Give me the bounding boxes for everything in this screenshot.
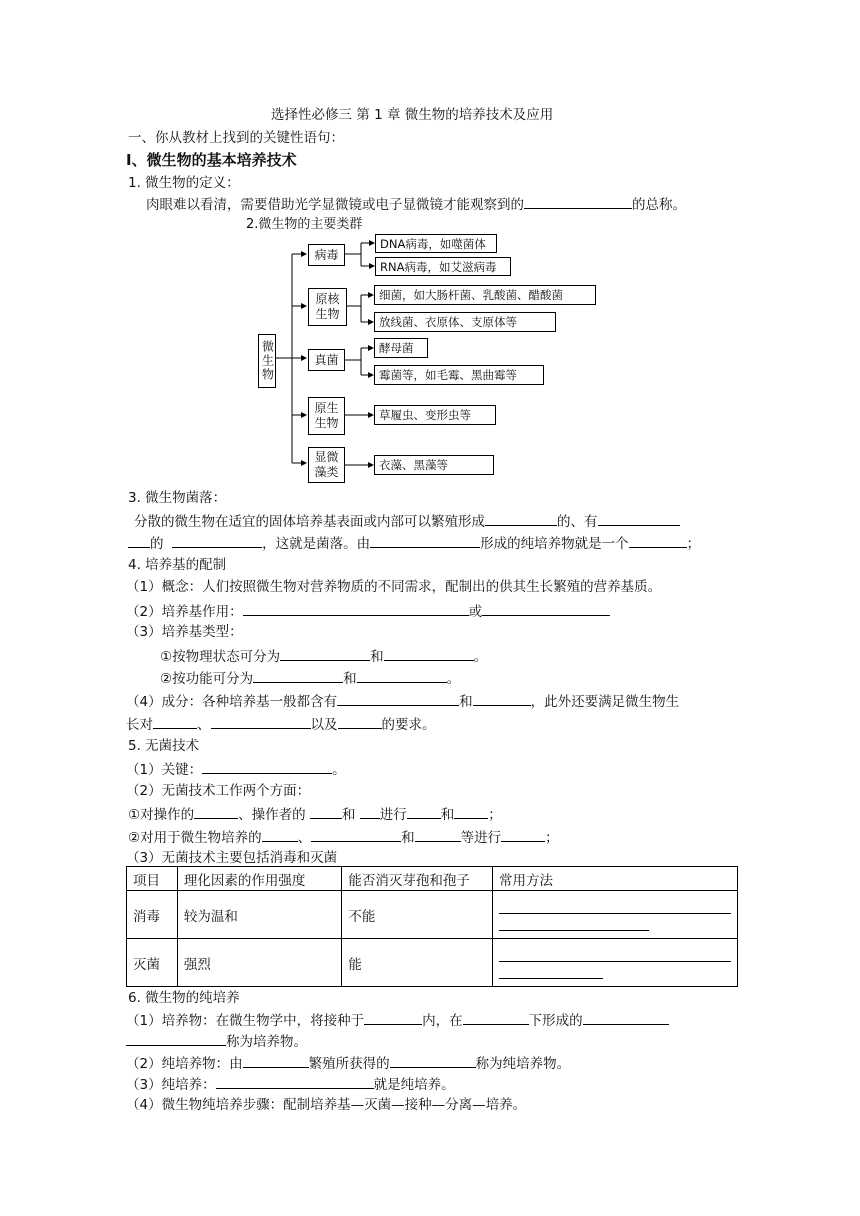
s4-comp-line2 bbox=[126, 714, 436, 734]
s6-culture-line2 bbox=[126, 1031, 307, 1051]
s6-c1-blank-4[interactable] bbox=[126, 1031, 226, 1046]
leaf-protozoa: 草履虫、变形虫等 bbox=[374, 405, 496, 425]
s3-text-c: 的 bbox=[150, 536, 164, 552]
s4-func bbox=[160, 668, 460, 688]
s1-heading: 1. 微生物的定义： bbox=[128, 175, 240, 191]
s5-heading: 5. 无菌技术 bbox=[128, 738, 200, 754]
s4-comp-blank-5[interactable] bbox=[338, 714, 382, 729]
table-cell: 不能 bbox=[342, 891, 493, 939]
s4-role-blank-2[interactable] bbox=[482, 601, 610, 616]
answer-line[interactable] bbox=[499, 947, 731, 962]
table-row bbox=[127, 939, 738, 987]
s5-key-a: （1）关键： bbox=[126, 762, 203, 778]
s5-key bbox=[126, 759, 346, 779]
s3-blank-1[interactable] bbox=[485, 511, 557, 526]
s6-heading: 6. 微生物的纯培养 bbox=[128, 990, 240, 1006]
s4-comp-d: 长对 bbox=[126, 717, 153, 733]
s5-two-aspects: （2）无菌技术工作两个方面： bbox=[126, 783, 311, 799]
s4-func-a: ②按功能可分为 bbox=[160, 671, 254, 687]
s6-pure-culture bbox=[126, 1053, 570, 1073]
group-fungi-box bbox=[308, 349, 345, 371]
table-cell: 能 bbox=[342, 939, 493, 987]
s6-steps: （4）微生物纯培养步骤：配制培养基—灭菌—接种—分离—培养。 bbox=[126, 1097, 527, 1113]
s4-comp-c: ，此外还要满足微生物生 bbox=[530, 694, 680, 710]
s5-includes: （3）无菌技术主要包括消毒和灭菌 bbox=[126, 850, 338, 866]
group-fungi-label: 真菌 bbox=[314, 352, 339, 367]
s6-c1b: 内，在 bbox=[422, 1013, 463, 1029]
table-cell-answer[interactable] bbox=[493, 939, 738, 987]
group-prokaryote-box bbox=[308, 288, 347, 326]
diagram-title: 2.微生物的主要类群 bbox=[246, 217, 363, 232]
s4-phys-a: ①按物理状态可分为 bbox=[160, 649, 281, 665]
s5-a2: 、操作者的 bbox=[238, 807, 306, 823]
answer-line[interactable] bbox=[499, 899, 731, 914]
s6-c1-blank-3[interactable] bbox=[583, 1010, 669, 1025]
s4-concept: （1）概念：人们按照微生物对营养物质的不同需求，配制出的供其生长繁殖的营养基质。 bbox=[126, 579, 662, 595]
s3-blank-2[interactable] bbox=[598, 511, 680, 526]
leaf-bacteria: 细菌，如大肠杆菌、乳酸菌、醋酸菌 bbox=[374, 285, 596, 305]
s4-comp-f: 以及 bbox=[310, 717, 338, 733]
s4-comp-a: （4）成分：各种培养基一般都含有 bbox=[126, 694, 338, 710]
group-protist-label: 原生生物 bbox=[314, 401, 339, 430]
s1-text-b: 的总称。 bbox=[632, 197, 686, 213]
section-one-heading: 一、你从教材上找到的关键性语句： bbox=[128, 130, 344, 146]
table-row bbox=[127, 891, 738, 939]
s5-a1: ①对操作的 bbox=[128, 807, 195, 823]
s5-b1: ②对用于微生物培养的 bbox=[128, 830, 262, 846]
s5-a-blank-4[interactable] bbox=[407, 804, 441, 819]
group-virus-label: 病毒 bbox=[314, 247, 339, 262]
s4-phys-c: 。 bbox=[473, 649, 488, 665]
s3-line2 bbox=[128, 533, 700, 553]
answer-line[interactable] bbox=[499, 964, 603, 979]
s5-b2: 、 bbox=[297, 830, 312, 846]
leaf-yeast: 酵母菌 bbox=[374, 338, 428, 358]
diagram-root-label: 微生物 bbox=[260, 340, 275, 382]
group-protist-box bbox=[308, 397, 345, 435]
s5-b5: ； bbox=[545, 830, 559, 846]
s6-c1-blank-1[interactable] bbox=[364, 1010, 422, 1025]
diagram-root-box bbox=[258, 334, 276, 388]
s4-func-b: 和 bbox=[343, 671, 357, 687]
s5-aspect-b bbox=[128, 827, 559, 847]
part-one-heading: Ⅰ、微生物的基本培养技术 bbox=[126, 151, 297, 169]
s6-c1c: 下形成的 bbox=[528, 1013, 583, 1029]
leaf-algae: 衣藻、黑藻等 bbox=[374, 455, 494, 475]
sterilization-table bbox=[126, 866, 738, 987]
s3-blank-2b[interactable] bbox=[128, 533, 150, 548]
s4-role-a: （2）培养基作用： bbox=[126, 604, 243, 620]
s3-text-a: 分散的微生物在适宜的固体培养基表面或内部可以繁殖形成 bbox=[134, 514, 485, 530]
s4-func-blank-2[interactable] bbox=[357, 668, 447, 683]
s3-blank-3[interactable] bbox=[172, 533, 262, 548]
s6-c2-blank-2[interactable] bbox=[390, 1053, 476, 1068]
table-header: 项目 bbox=[127, 867, 178, 891]
table-header: 常用方法 bbox=[493, 867, 738, 891]
s6-culture-line1 bbox=[126, 1010, 669, 1030]
s6-c3-blank[interactable] bbox=[216, 1074, 374, 1089]
s5-b-blank-2[interactable] bbox=[311, 827, 401, 842]
s3-blank-4[interactable] bbox=[370, 533, 480, 548]
table-cell: 强烈 bbox=[177, 939, 342, 987]
s6-c2c: 称为纯培养物。 bbox=[475, 1056, 571, 1072]
document-title: 选择性必修三 第 1 章 微生物的培养技术及应用 bbox=[271, 107, 554, 123]
s3-line1 bbox=[134, 511, 680, 531]
s5-a5: 和 bbox=[440, 807, 455, 823]
s4-phys bbox=[160, 646, 487, 666]
leaf-dna-virus: DNA病毒，如噬菌体 bbox=[375, 234, 497, 253]
group-virus-box bbox=[308, 244, 345, 266]
s5-b-blank-4[interactable] bbox=[501, 827, 545, 842]
group-algae-label: 显微藻类 bbox=[314, 450, 339, 479]
table-header: 能否消灭芽孢和孢子 bbox=[342, 867, 493, 891]
s4-phys-blank-1[interactable] bbox=[280, 646, 370, 661]
s4-role bbox=[126, 601, 610, 621]
s4-phys-blank-2[interactable] bbox=[384, 646, 474, 661]
leaf-actinomycetes: 放线菌、衣原体、支原体等 bbox=[374, 312, 556, 332]
s4-comp-blank-4[interactable] bbox=[211, 714, 311, 729]
s4-comp-e: 、 bbox=[197, 717, 211, 733]
s6-c3b: 就是纯培养。 bbox=[373, 1077, 455, 1093]
s5-b-blank-1[interactable] bbox=[262, 827, 298, 842]
s6-c2-blank-1[interactable] bbox=[243, 1053, 309, 1068]
s6-pure-cultivation bbox=[126, 1074, 455, 1094]
s4-comp-blank-3[interactable] bbox=[153, 714, 197, 729]
table-cell: 灭菌 bbox=[127, 939, 178, 987]
s3-text-b: 的、有 bbox=[557, 514, 598, 530]
s5-a-blank-5[interactable] bbox=[454, 804, 488, 819]
s6-c1a: （1）培养物：在微生物学中，将接种于 bbox=[126, 1013, 365, 1029]
s5-a-blank-3[interactable] bbox=[360, 804, 380, 819]
s5-a-blank-1[interactable] bbox=[194, 804, 238, 819]
s5-b3: 和 bbox=[401, 830, 415, 846]
s6-c2b: 繁殖所获得的 bbox=[308, 1056, 390, 1072]
group-prokaryote-label: 原核生物 bbox=[315, 292, 340, 321]
s1-text-a: 肉眼难以看清，需要借助光学显微镜或电子显微镜才能观察到的 bbox=[146, 197, 524, 213]
s3-text-e: 形成的纯培养物就是一个 bbox=[480, 536, 629, 552]
s5-a-blank-2[interactable] bbox=[310, 804, 342, 819]
s4-comp-blank-1[interactable] bbox=[337, 691, 459, 706]
s3-text-d: ，这就是菌落。由 bbox=[262, 536, 371, 552]
s4-comp-blank-2[interactable] bbox=[473, 691, 531, 706]
table-cell: 消毒 bbox=[127, 891, 178, 939]
s4-role-b: 或 bbox=[468, 604, 483, 620]
s5-b-blank-3[interactable] bbox=[415, 827, 461, 842]
table-cell: 较为温和 bbox=[177, 891, 342, 939]
s4-func-blank-1[interactable] bbox=[253, 668, 343, 683]
s4-func-c: 。 bbox=[446, 671, 461, 687]
s4-heading: 4. 培养基的配制 bbox=[128, 557, 227, 573]
s4-comp-line1 bbox=[126, 691, 679, 711]
s5-a4: 进行 bbox=[379, 807, 407, 823]
group-algae-box bbox=[308, 447, 345, 483]
s5-a6: ； bbox=[488, 807, 502, 823]
table-cell-answer[interactable] bbox=[493, 891, 738, 939]
s5-key-b: 。 bbox=[332, 762, 346, 778]
s5-key-blank[interactable] bbox=[202, 759, 332, 774]
table-header: 理化因素的作用强度 bbox=[177, 867, 342, 891]
s5-b4: 等进行 bbox=[460, 830, 502, 846]
leaf-rna-virus: RNA病毒，如艾滋病毒 bbox=[375, 257, 511, 276]
s4-role-blank-1[interactable] bbox=[243, 601, 469, 616]
s6-c1d: 称为培养物。 bbox=[226, 1034, 307, 1050]
s4-types: （3）培养基类型： bbox=[126, 624, 243, 640]
s3-blank-5[interactable] bbox=[629, 533, 687, 548]
s4-phys-b: 和 bbox=[370, 649, 384, 665]
s6-c1-blank-2[interactable] bbox=[463, 1010, 529, 1025]
s4-comp-b: 和 bbox=[459, 694, 473, 710]
s3-heading: 3. 微生物菌落： bbox=[128, 490, 227, 506]
s6-c3a: （3）纯培养： bbox=[126, 1077, 216, 1093]
leaf-mold: 霉菌等，如毛霉、黑曲霉等 bbox=[374, 365, 544, 385]
s4-comp-g: 的要求。 bbox=[381, 717, 436, 733]
s5-a3: 和 bbox=[341, 807, 356, 823]
s6-c2a: （2）纯培养物：由 bbox=[126, 1056, 243, 1072]
s5-aspect-a bbox=[128, 804, 502, 824]
table-header-row bbox=[127, 867, 738, 891]
answer-line[interactable] bbox=[499, 916, 649, 931]
s3-text-f: ； bbox=[686, 536, 701, 552]
